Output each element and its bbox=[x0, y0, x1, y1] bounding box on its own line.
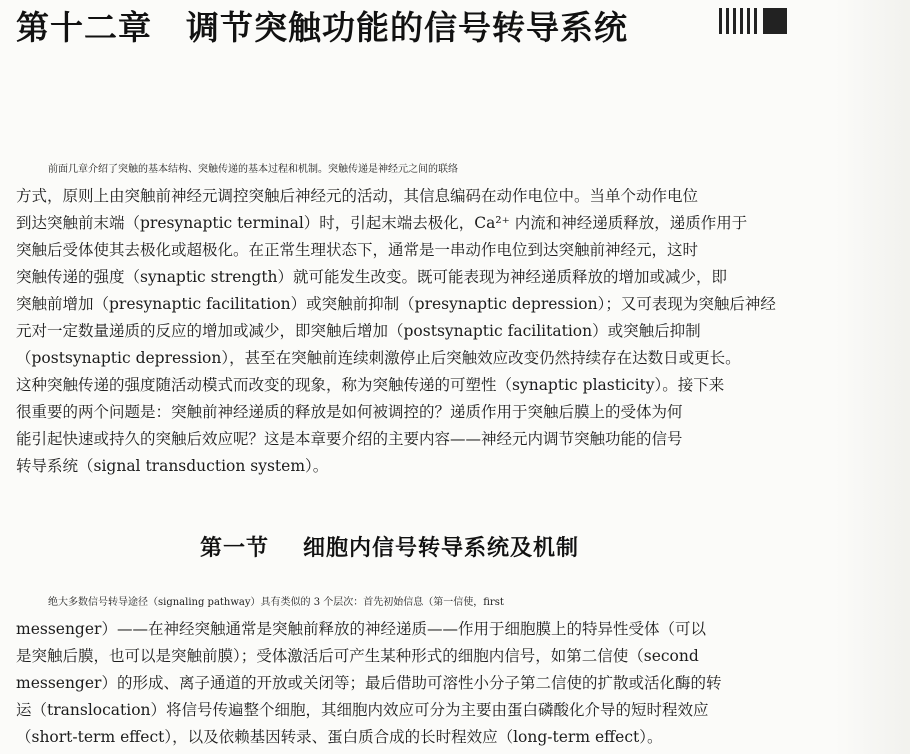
paragraph-line: 到达突触前末端（presynaptic terminal）时，引起末端去极化，Ca²⁺ 内流和神经递质释放，递质作用于 bbox=[16, 214, 748, 232]
paragraph-line: 前面几章介绍了突触的基本结构、突触传递的基本过程和机制。突触传递是神经元之间的联络 bbox=[48, 164, 458, 175]
paragraph-line: （short-term effect），以及依赖基因转录、蛋白质合成的长时程效应（long-term effect）。 bbox=[16, 728, 663, 746]
section-heading bbox=[200, 531, 579, 562]
paragraph-line: messenger）——在神经突触通常是突触前释放的神经递质——作用于细胞膜上的特异性受体（可以 bbox=[16, 620, 706, 638]
paragraph-line: 方式，原则上由突触前神经元调控突触后神经元的活动，其信息编码在动作电位中。当单个动作电位 bbox=[16, 187, 699, 205]
chapter-title: 调节突触功能的信号转导系统 bbox=[186, 8, 628, 47]
intro-paragraph bbox=[16, 156, 796, 480]
paragraph-line: 运（translocation）将信号传遍整个细胞，其细胞内效应可分为主要由蛋白磷酸化介导的短时程效应 bbox=[16, 701, 709, 719]
paragraph-line: 绝大多数信号转导途径（signaling pathway）具有类似的 3 个层次：首先初始信息（第一信使，first bbox=[48, 597, 504, 608]
section-title: 细胞内信号转导系统及机制 bbox=[303, 536, 580, 561]
chapter-number: 第十二章 bbox=[16, 8, 152, 47]
paragraph-line: 很重要的两个问题是：突触前神经递质的释放是如何被调控的？递质作用于突触后膜上的受体为何 bbox=[16, 403, 683, 421]
paragraph-line: 转导系统（signal transduction system）。 bbox=[16, 457, 329, 475]
paragraph-line: 元对一定数量递质的反应的增加或减少，即突触后增加（postsynaptic facilitation）或突触后抑制 bbox=[16, 322, 701, 340]
paragraph-line: 能引起快速或持久的突触后效应呢？这是本章要介绍的主要内容——神经元内调节突触功能的信号 bbox=[16, 430, 683, 448]
section-number: 第一节 bbox=[200, 536, 270, 561]
paragraph-line: 突触传递的强度（synaptic strength）就可能发生改变。既可能表现为神经递质释放的增加或减少，即 bbox=[16, 268, 728, 286]
section-paragraph bbox=[16, 589, 796, 751]
chapter-barcode-decoration bbox=[719, 8, 794, 34]
paragraph-line: 突触前增加（presynaptic facilitation）或突触前抑制（presynaptic depression）；又可表现为突触后神经 bbox=[16, 295, 776, 313]
page-edge-shadow bbox=[835, 0, 910, 754]
paragraph-line: messenger）的形成、离子通道的开放或关闭等；最后借助可溶性小分子第二信使的扩散或活化酶的转 bbox=[16, 674, 722, 692]
paragraph-line: （postsynaptic depression），甚至在突触前连续刺激停止后突触效应改变仍然持续存在达数日或更长。 bbox=[16, 349, 741, 367]
paragraph-line: 这种突触传递的强度随活动模式而改变的现象，称为突触传递的可塑性（synaptic plasticity）。接下来 bbox=[16, 376, 725, 394]
chapter-heading bbox=[16, 2, 628, 49]
paragraph-line: 是突触后膜，也可以是突触前膜）；受体激活后可产生某种形式的细胞内信号，如第二信使（second bbox=[16, 647, 699, 665]
paragraph-line: 突触后受体使其去极化或超极化。在正常生理状态下，通常是一串动作电位到达突触前神经元，这时 bbox=[16, 241, 699, 259]
